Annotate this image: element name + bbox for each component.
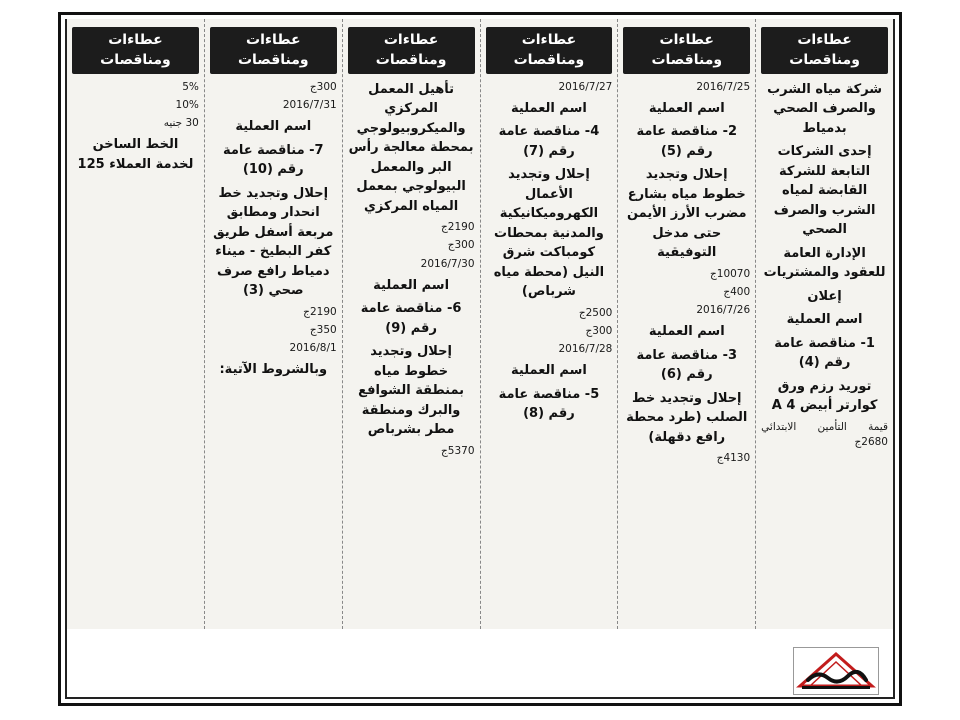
section-heading: 2- مناقصة عامة رقم (5) xyxy=(636,124,738,159)
body-text: 2016/7/26 xyxy=(696,304,751,317)
section-heading: اسم العملية xyxy=(648,100,725,116)
column-4 xyxy=(342,19,480,629)
column-5 xyxy=(204,19,342,629)
section-heading: اسم العملية xyxy=(511,363,587,379)
column-6 xyxy=(67,19,204,629)
column-header: عطاءات ومناقصات xyxy=(486,27,613,74)
column-2 xyxy=(617,19,755,629)
section-heading: إحلال وتجديد خطوط مياه بمنطقة الشوافع والبرك ومنطقة مطر بشرباص xyxy=(358,344,465,438)
section-heading: 1- مناقصة عامة رقم (4) xyxy=(774,335,875,371)
body-text: 2190ج xyxy=(441,221,475,234)
column-header: عطاءات ومناقصات xyxy=(623,27,750,74)
section-heading: توريد رزم ورق كوارتر أبيض A 4 xyxy=(771,378,878,414)
section-heading: الإدارة العامة للعقود والمشتريات xyxy=(763,245,886,281)
column-header: عطاءات ومناقصات xyxy=(72,27,199,74)
section-heading: اسم العملية xyxy=(648,324,725,340)
body-text: 4130ج xyxy=(716,452,751,465)
section-heading: اسم العملية xyxy=(786,312,863,328)
body-text: 300ج xyxy=(585,325,613,338)
section-heading: شركة مياه الشرب والصرف الصحي بدمياط xyxy=(767,81,883,136)
section-heading: إعلان xyxy=(807,288,842,304)
body-text: 2016/7/30 xyxy=(420,257,475,270)
body-text: 2500ج xyxy=(578,306,613,319)
section-heading: 3- مناقصة عامة رقم (6) xyxy=(636,347,738,383)
body-text: 2016/7/31 xyxy=(282,98,337,111)
body-text: 30 جنيه xyxy=(163,117,199,130)
body-text: 10% xyxy=(175,98,199,111)
body-text: 2016/8/1 xyxy=(289,341,337,354)
section-heading: 4- مناقصة عامة رقم (7) xyxy=(498,124,600,159)
body-text: 10070ج xyxy=(709,267,751,280)
body-text: 2190ج xyxy=(303,305,337,318)
section-heading: 5- مناقصة عامة رقم (8) xyxy=(498,386,600,422)
section-heading: تأهيل المعمل المركزي والميكروبيولوجي بمحطة معالجة رأس البر والمعمل البيولوجي بمعمل المياه المركزي xyxy=(348,81,474,214)
al-ahram-logo xyxy=(793,647,879,695)
body-text: 300ج xyxy=(447,239,475,252)
section-heading: اسم العملية xyxy=(373,277,450,293)
clipping-frame xyxy=(58,12,902,706)
body-text: 2016/7/27 xyxy=(558,80,613,93)
section-heading: إحلال وتجديد خطوط مياه بشارع مضرب الأرز الأيمن حتى مدخل التوفيقية xyxy=(626,167,747,261)
column-header: عطاءات ومناقصات xyxy=(348,27,475,74)
column-3 xyxy=(480,19,618,629)
body-text: 2016/7/28 xyxy=(558,343,613,356)
section-heading: إحدى الشركات التابعة للشركة القابضة لمياه الشرب والصرف الصحي xyxy=(773,144,876,238)
body-text: 5370ج xyxy=(441,444,475,457)
section-heading: اسم العملية xyxy=(235,119,312,135)
section-heading: الخط الساخن لخدمة العملاء 125 xyxy=(77,137,194,172)
column-header: عطاءات ومناقصات xyxy=(761,27,888,74)
body-text: 2016/7/25 xyxy=(696,80,751,93)
body-text: 5% xyxy=(182,80,199,93)
body-text: 300ج xyxy=(309,80,337,93)
body-text: 350ج xyxy=(309,323,337,336)
column-1 xyxy=(755,19,893,629)
body-text: قيمة التأمين الابتدائي 2680ج xyxy=(761,420,888,448)
newspaper-clipping xyxy=(67,19,893,629)
section-heading: إحلال وتجديد الأعمال الكهروميكانيكية والمدنية بمحطات كومباكت شرق النيل (محطة مياه شرباص) xyxy=(493,167,605,300)
section-heading: 6- مناقصة عامة رقم (9) xyxy=(360,301,462,336)
section-heading: 7- مناقصة عامة رقم (10) xyxy=(222,142,324,178)
section-heading: وبالشروط الآتية: xyxy=(219,362,328,378)
section-heading: اسم العملية xyxy=(511,100,587,116)
column-header: عطاءات ومناقصات xyxy=(210,27,337,74)
body-text: 400ج xyxy=(723,286,751,299)
section-heading: إحلال وتجديد خط الصلب (طرد محطة رافع دقهلة) xyxy=(626,390,748,445)
section-heading: إحلال وتجديد خط انحدار ومطابق مربعة أسفل طريق كفر البطيخ - ميناء دمياط رافع صرف صحي (3) xyxy=(213,185,334,299)
